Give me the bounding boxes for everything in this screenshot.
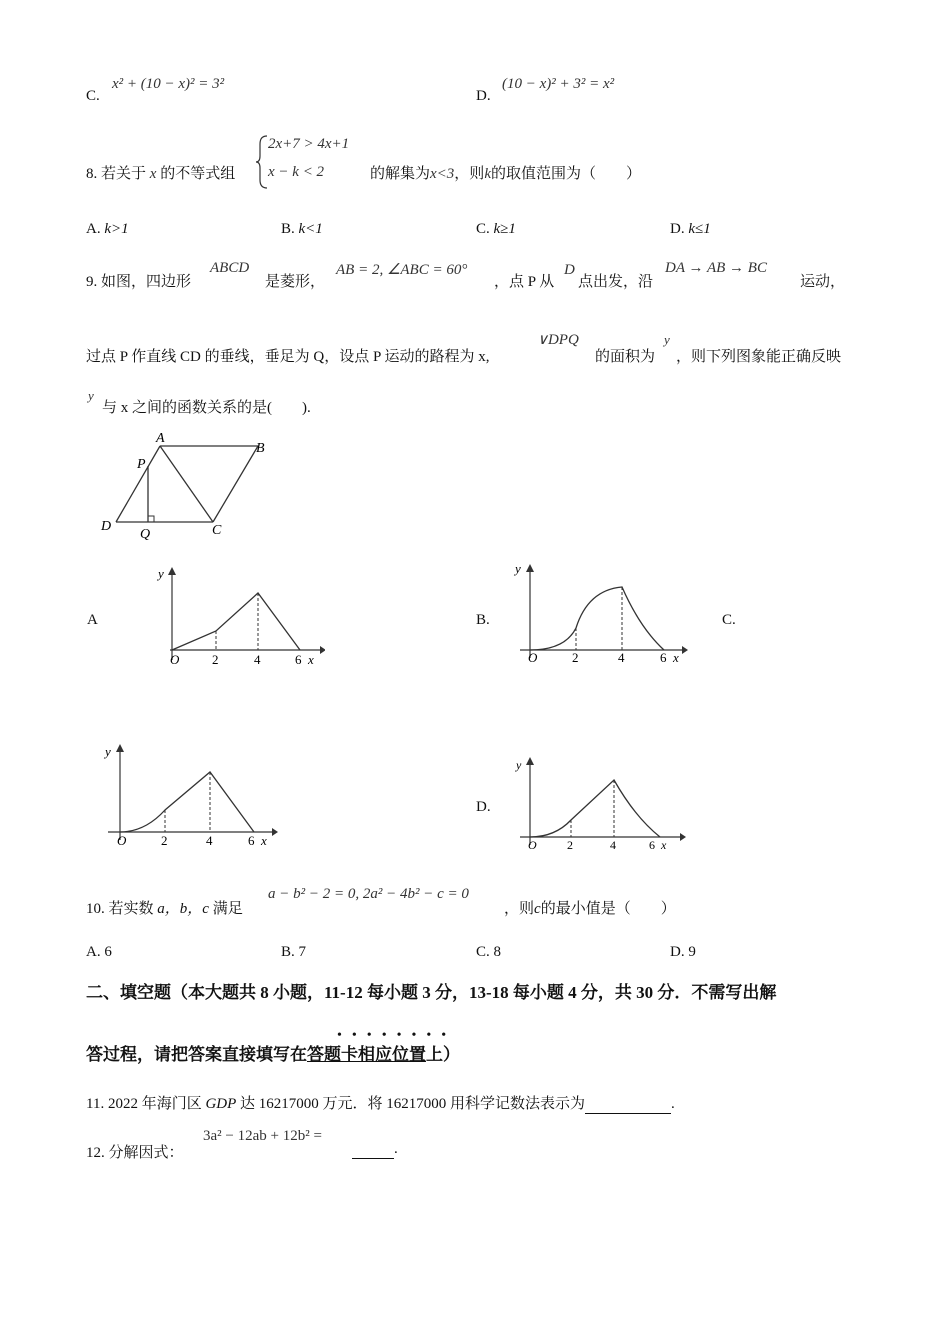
q9-p5: 运动，: [800, 274, 846, 290]
q8-stem-end: [370, 162, 641, 183]
label-q: Q: [140, 527, 151, 540]
q8-prefix: 8. 若关于: [86, 166, 147, 182]
q10-stem-end: [504, 897, 676, 918]
q10-option-d-label: D.: [670, 944, 685, 960]
tick-6: 6: [660, 650, 667, 665]
y-label: y: [105, 744, 111, 759]
q9-option-b-label: B.: [476, 612, 490, 628]
q12-answer: [352, 1141, 398, 1159]
q11-p2: 达 16217000 万元．将 16217000 用科学记数法表示为: [240, 1096, 586, 1112]
tick-4: 4: [206, 833, 213, 848]
q8-ineq2: x − k < 2: [268, 164, 325, 180]
q10-option-c-label: C.: [476, 944, 490, 960]
x-label: x: [261, 833, 267, 848]
graph-d: [510, 755, 690, 855]
q7-option-c-formula: x² + (10 − x)² = 3²: [112, 76, 225, 92]
y-arrow-icon: [116, 744, 124, 752]
q9-option-c-label: C.: [722, 612, 736, 628]
right-angle-mark: [148, 516, 154, 522]
q10-stem-start: [86, 897, 243, 918]
tick-2: 2: [572, 650, 579, 665]
q9-p4: 点出发，沿: [578, 274, 654, 290]
y-arrow-icon: [526, 757, 534, 765]
q8-option-a-label: A.: [86, 221, 101, 237]
q9-d: D: [564, 262, 575, 278]
q8-var-x: x: [149, 166, 157, 182]
q12-prefix: 12. 分解因式：: [86, 1145, 184, 1161]
q9-y2: y: [88, 388, 94, 403]
q7-option-d-label: D.: [476, 88, 491, 104]
x-label: x: [308, 652, 314, 667]
q10-prefix: 10. 若实数: [86, 901, 154, 917]
tick-6: 6: [649, 838, 655, 852]
x-arrow-icon: [680, 833, 686, 841]
q8-var-k: k: [484, 166, 491, 182]
tick-2: 2: [212, 652, 219, 667]
edge-bc: [213, 446, 258, 522]
q10-option-c: [476, 944, 501, 961]
q8-option-a-value: k>1: [104, 221, 129, 237]
q8-cond: x<3: [430, 166, 455, 182]
q10-suffix-a: ，则: [504, 901, 535, 917]
q7-option-c: [86, 88, 100, 105]
section2-heading-line2: [86, 1040, 460, 1065]
origin-label: O: [528, 650, 538, 665]
q9-line2a: 过点 P 作直线 CD 的垂线，垂足为 Q，设点 P 运动的路程为 x,: [86, 349, 490, 365]
q8-suffix-b: ，则: [454, 166, 485, 182]
q8-option-a: [86, 221, 129, 238]
q12-answer-blank[interactable]: [352, 1141, 394, 1159]
q7-option-d: [476, 88, 491, 105]
y-label: y: [515, 561, 521, 576]
origin-label: O: [117, 833, 127, 848]
q8-option-b: [281, 221, 323, 238]
q9-option-d-label: D.: [476, 799, 491, 815]
q8-option-c-value: k≥1: [493, 221, 516, 237]
label-d: D: [101, 519, 112, 534]
q8-mid: 的不等式组: [160, 166, 236, 182]
q7-option-c-label: C.: [86, 88, 100, 104]
y-arrow-icon: [168, 567, 176, 575]
q9-rhombus-figure: [98, 428, 278, 540]
q12-end: .: [394, 1141, 398, 1157]
q9-line2c: ，则下列图象能正确反映: [676, 349, 842, 365]
label-b: B: [256, 441, 265, 456]
q10-mid: 满足: [212, 901, 243, 917]
x-arrow-icon: [682, 646, 688, 654]
q10-option-b: [281, 944, 306, 961]
origin-label: O: [170, 652, 180, 667]
q10-option-a-value: 6: [104, 944, 112, 960]
q9-option-a-label: A: [87, 612, 98, 628]
label-a: A: [156, 431, 165, 446]
q10-option-a: [86, 944, 112, 961]
q9-abcd: ABCD: [210, 260, 250, 276]
label-p: P: [137, 457, 146, 472]
q9-tri: ∨DPQ: [537, 332, 579, 348]
graph-b: [510, 560, 690, 670]
q9-p3: ，点 P 从: [494, 274, 555, 290]
q10-suffix-b: 的最小值是（ ）: [540, 901, 676, 917]
q8-option-c: [476, 221, 516, 238]
q9-p2: 是菱形，: [265, 274, 326, 290]
y-label: y: [158, 566, 164, 581]
q10-option-c-value: 8: [493, 944, 502, 960]
q11-stem: [86, 1092, 675, 1114]
q8-brace-icon: [255, 134, 269, 190]
section2-emphasis-text: 答题卡相应位置: [307, 1045, 426, 1064]
section2-heading-line1: 二、填空题（本大题共 8 小题，11-12 每小题 3 分，13-18 每小题 4 分，共 30 分．不需写出解: [86, 983, 777, 1002]
q10-option-a-label: A.: [86, 944, 101, 960]
q10-option-b-value: 7: [298, 944, 307, 960]
q10-option-d: [670, 944, 696, 961]
section2-line2a: 答过程，请把答案直接填写在: [86, 1045, 307, 1064]
graph-c: [100, 742, 280, 850]
x-label: x: [673, 650, 679, 665]
q10-option-d-value: 9: [688, 944, 696, 960]
y-label: y: [516, 758, 522, 772]
tick-6: 6: [248, 833, 255, 848]
q8-stem-start: [86, 162, 235, 183]
q11-gdp: GDP: [205, 1096, 237, 1112]
q12-expr: 3a² − 12ab + 12b² =: [203, 1128, 322, 1144]
q9-line2b: 的面积为: [595, 349, 656, 365]
tick-4: 4: [254, 652, 261, 667]
q8-option-b-value: k<1: [298, 221, 323, 237]
q9-given: AB = 2, ∠ABC = 60°: [336, 262, 468, 278]
graph-c-curve: [120, 772, 254, 832]
section2-emphasis-dots: ••••••••: [337, 1028, 457, 1043]
q9-path: DA → AB → BC: [665, 260, 767, 276]
q9-p1: 9. 如图，四边形: [86, 274, 192, 290]
q8-option-d-label: D.: [670, 221, 685, 237]
q8-option-b-label: B.: [281, 221, 295, 237]
q8-ineq1: 2x+7 > 4x+1: [268, 136, 350, 152]
q11-end: .: [671, 1096, 675, 1112]
q10-var-c: c: [534, 901, 541, 917]
graph-a: [150, 565, 325, 670]
q8-option-d-value: k≤1: [688, 221, 711, 237]
q9-line3: 与 x 之间的函数关系的是( ).: [102, 400, 311, 416]
q11-p1: 11. 2022 年海门区: [86, 1096, 202, 1112]
tick-2: 2: [567, 838, 573, 852]
label-c: C: [212, 523, 222, 538]
q8-suffix-c: 的取值范围为（ ）: [490, 166, 641, 182]
tick-4: 4: [610, 838, 616, 852]
q11-answer-blank[interactable]: [585, 1096, 671, 1114]
q10-option-b-label: B.: [281, 944, 295, 960]
x-arrow-icon: [320, 646, 325, 654]
graph-d-curve: [530, 780, 660, 837]
tick-2: 2: [161, 833, 168, 848]
q8-option-c-label: C.: [476, 221, 490, 237]
q9-y: y: [664, 332, 670, 347]
x-label: x: [661, 838, 667, 852]
y-arrow-icon: [526, 564, 534, 572]
diagonal-ac: [160, 446, 213, 522]
q8-option-d: [670, 221, 711, 238]
q8-suffix-a: 的解集为: [370, 166, 431, 182]
q7-option-d-formula: (10 − x)² + 3² = x²: [502, 76, 615, 92]
tick-4: 4: [618, 650, 625, 665]
graph-b-curve: [530, 587, 664, 650]
q10-vars: a，b，c: [157, 901, 209, 917]
tick-6: 6: [295, 652, 302, 667]
origin-label: O: [528, 838, 537, 852]
section2-line2c: 上）: [426, 1045, 460, 1064]
q10-cond: a − b² − 2 = 0, 2a² − 4b² − c = 0: [268, 886, 469, 902]
graph-a-curve: [172, 593, 300, 650]
x-arrow-icon: [272, 828, 278, 836]
